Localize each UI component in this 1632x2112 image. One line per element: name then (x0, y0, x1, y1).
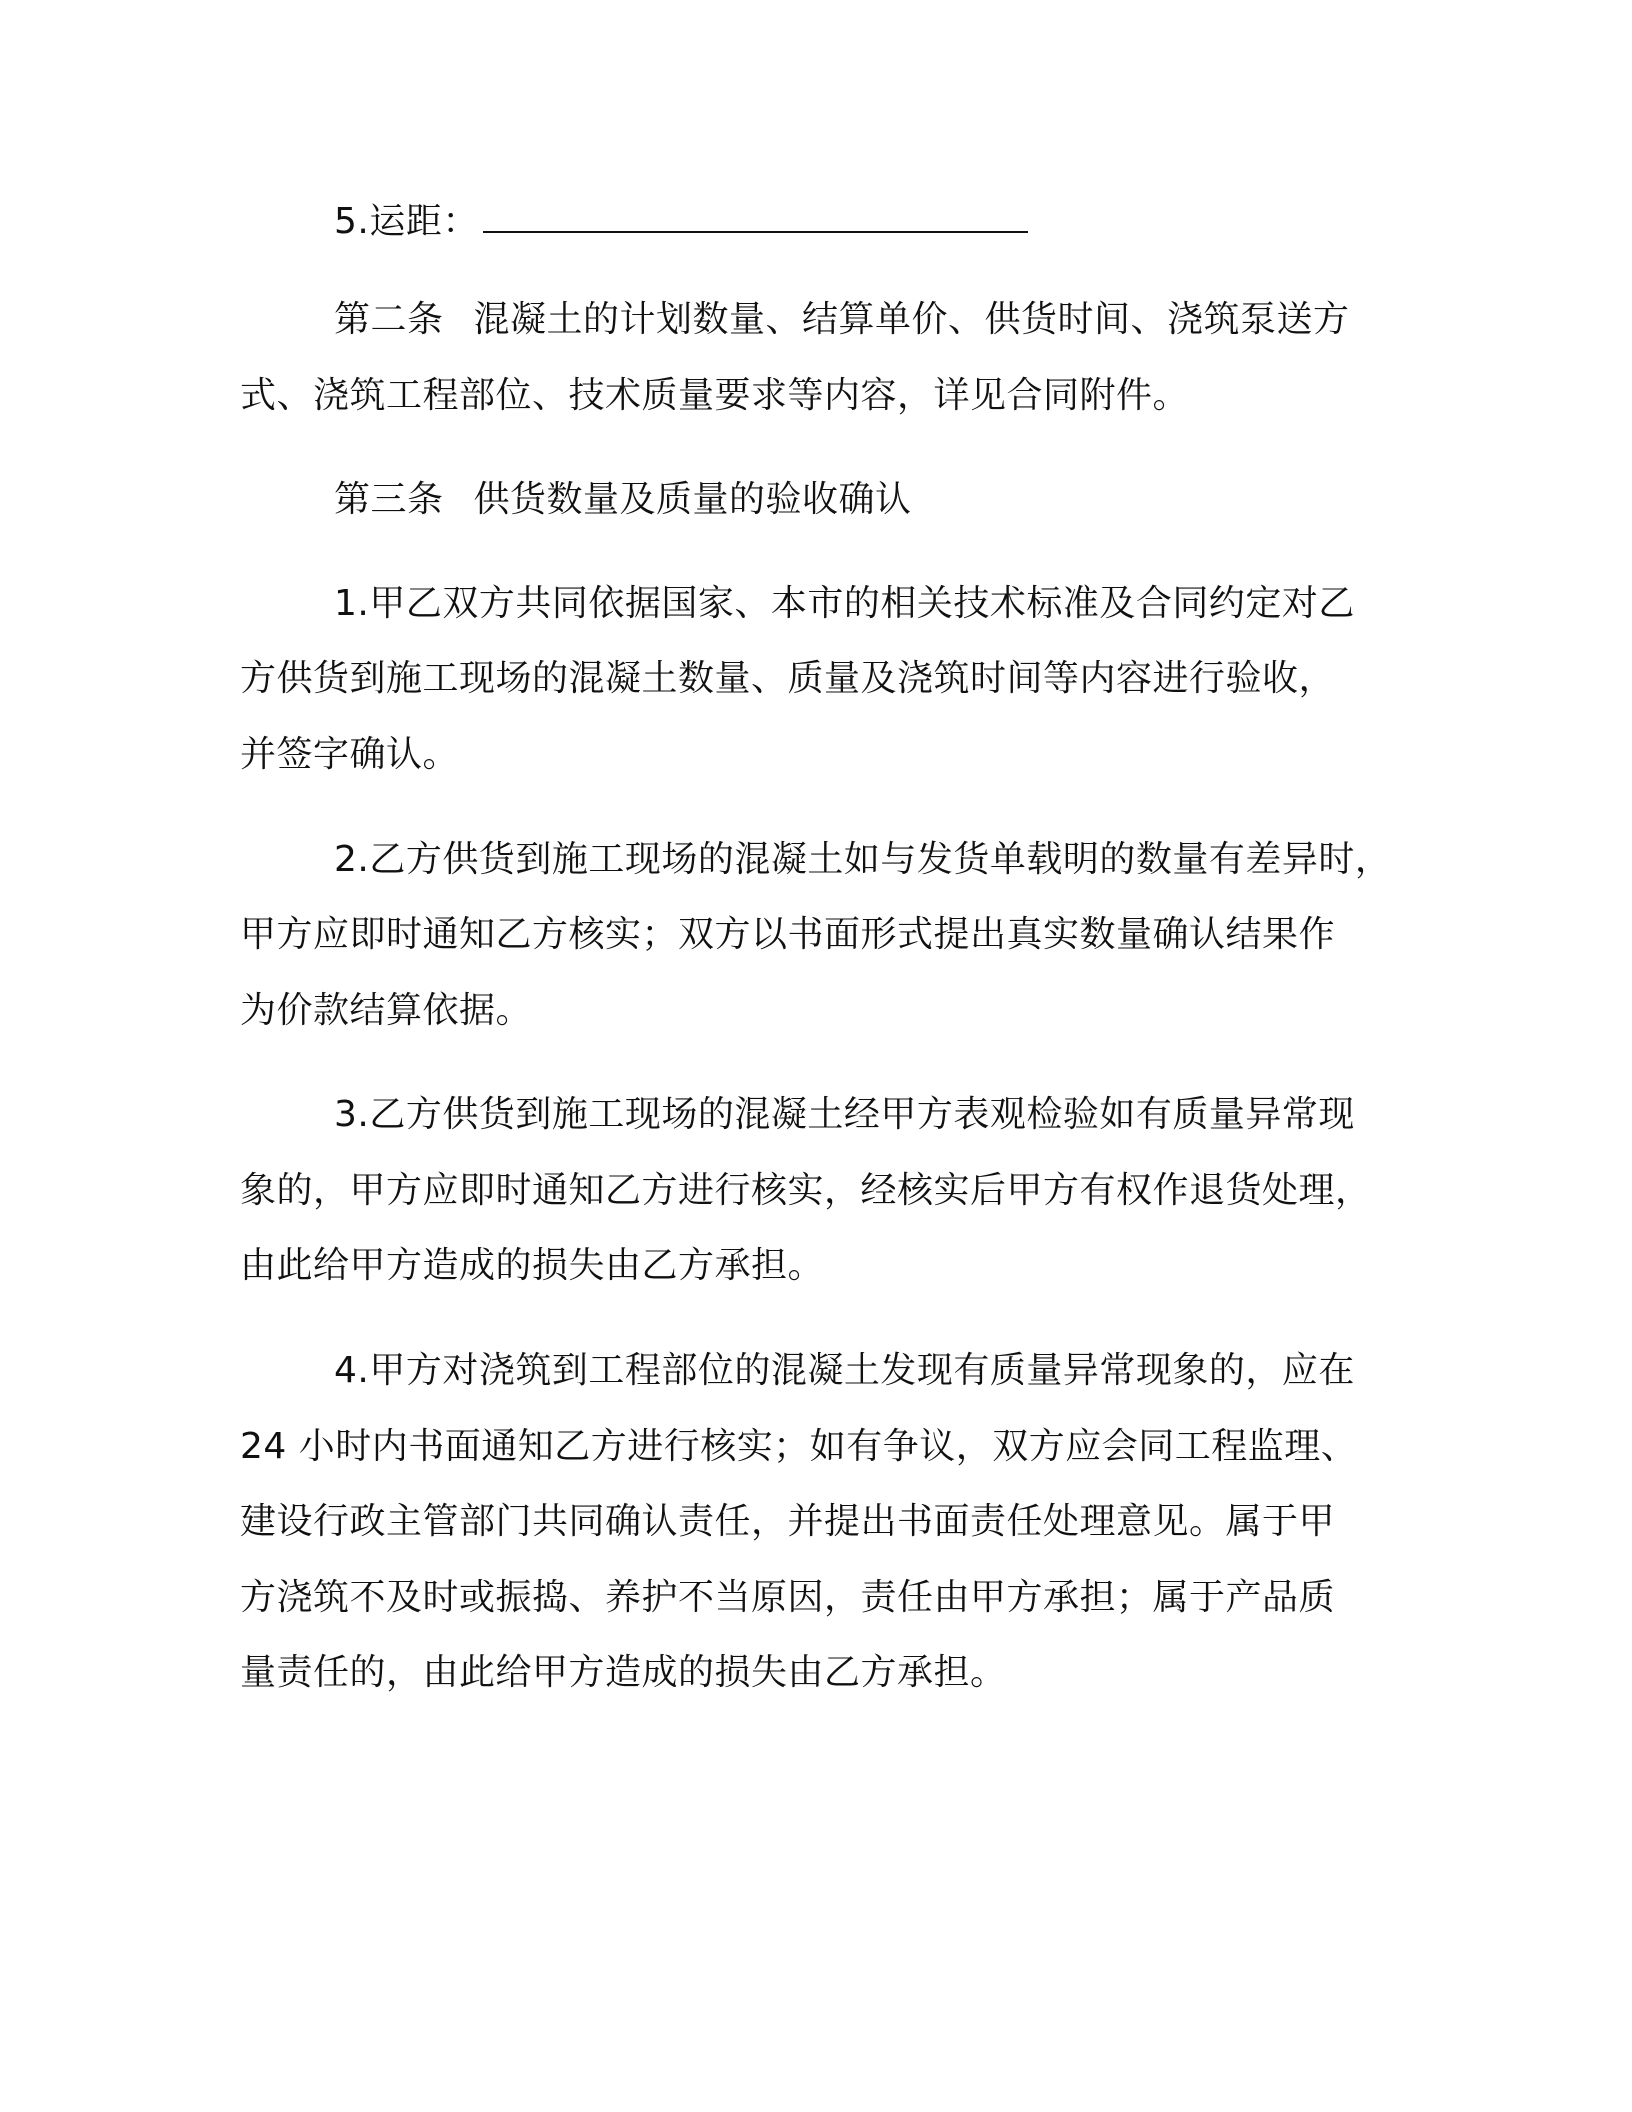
clause-3-line-2 (240, 1169, 1372, 1213)
clause-1-text-1: 1.甲乙双方共同依据国家、本市的相关技术标准及合同约定对乙 (334, 583, 1355, 624)
clause-4-text-2: 24 小时内书面通知乙方进行核实；如有争议，双方应会同工程监理、 (240, 1426, 1358, 1467)
clause-1-line-2 (240, 657, 1335, 701)
clause-4-text-5: 量责任的，由此给甲方造成的损失由乙方承担。 (240, 1652, 1007, 1693)
clause-4-line-3 (240, 1500, 1335, 1544)
article-3-title: 供货数量及质量的验收确认 (473, 479, 912, 520)
clause-2-text-1: 2.乙方供货到施工现场的混凝土如与发货单载明的数量有差异时， (334, 839, 1392, 880)
clause-4-line-5 (240, 1651, 1007, 1695)
item-5-label: 5.运距： (334, 201, 479, 242)
article-3-heading: 第三条 (334, 479, 444, 520)
clause-4-line-2 (240, 1425, 1357, 1469)
article-2-line-2 (240, 374, 1189, 418)
clause-3-text-3: 由此给甲方造成的损失由乙方承担。 (240, 1245, 825, 1286)
clause-4-text-4: 方浇筑不及时或振捣、养护不当原因，责任由甲方承担；属于产品质 (240, 1577, 1336, 1618)
clause-2-text-2: 甲方应即时通知乙方核实；双方以书面形式提出真实数量确认结果作 (240, 914, 1336, 955)
article-2-text-1: 混凝土的计划数量、结算单价、供货时间、浇筑泵送方 (473, 299, 1350, 340)
article-2-line-1 (334, 298, 1350, 342)
clause-1-line-1 (334, 582, 1355, 626)
clause-1-line-3 (240, 733, 459, 777)
clause-3-text-2: 象的，甲方应即时通知乙方进行核实，经核实后甲方有权作退货处理， (240, 1170, 1372, 1211)
clause-3-line-1 (334, 1093, 1355, 1137)
clause-2-line-2 (240, 913, 1335, 957)
article-2-heading: 第二条 (334, 299, 444, 340)
clause-1-text-3: 并签字确认。 (240, 734, 460, 775)
clause-2-line-3 (240, 989, 532, 1033)
clause-4-text-3: 建设行政主管部门共同确认责任，并提出书面责任处理意见。属于甲 (240, 1501, 1336, 1542)
clause-2-line-1 (334, 838, 1391, 882)
clause-4-text-1: 4.甲方对浇筑到工程部位的混凝土发现有质量异常现象的，应在 (334, 1350, 1355, 1391)
clause-4-line-1 (334, 1349, 1355, 1393)
clause-3-line-3 (240, 1244, 824, 1288)
item-5-line (334, 200, 1028, 244)
article-2-text-2: 式、浇筑工程部位、技术质量要求等内容，详见合同附件。 (240, 375, 1190, 416)
clause-3-text-1: 3.乙方供货到施工现场的混凝土经甲方表观检验如有质量异常现 (334, 1094, 1355, 1135)
clause-4-line-4 (240, 1576, 1335, 1620)
clause-1-text-2: 方供货到施工现场的混凝土数量、质量及浇筑时间等内容进行验收， (240, 658, 1336, 699)
item-5-blank-line (483, 201, 1028, 233)
clause-2-text-3: 为价款结算依据。 (240, 990, 533, 1031)
article-3-heading-line (334, 478, 912, 522)
